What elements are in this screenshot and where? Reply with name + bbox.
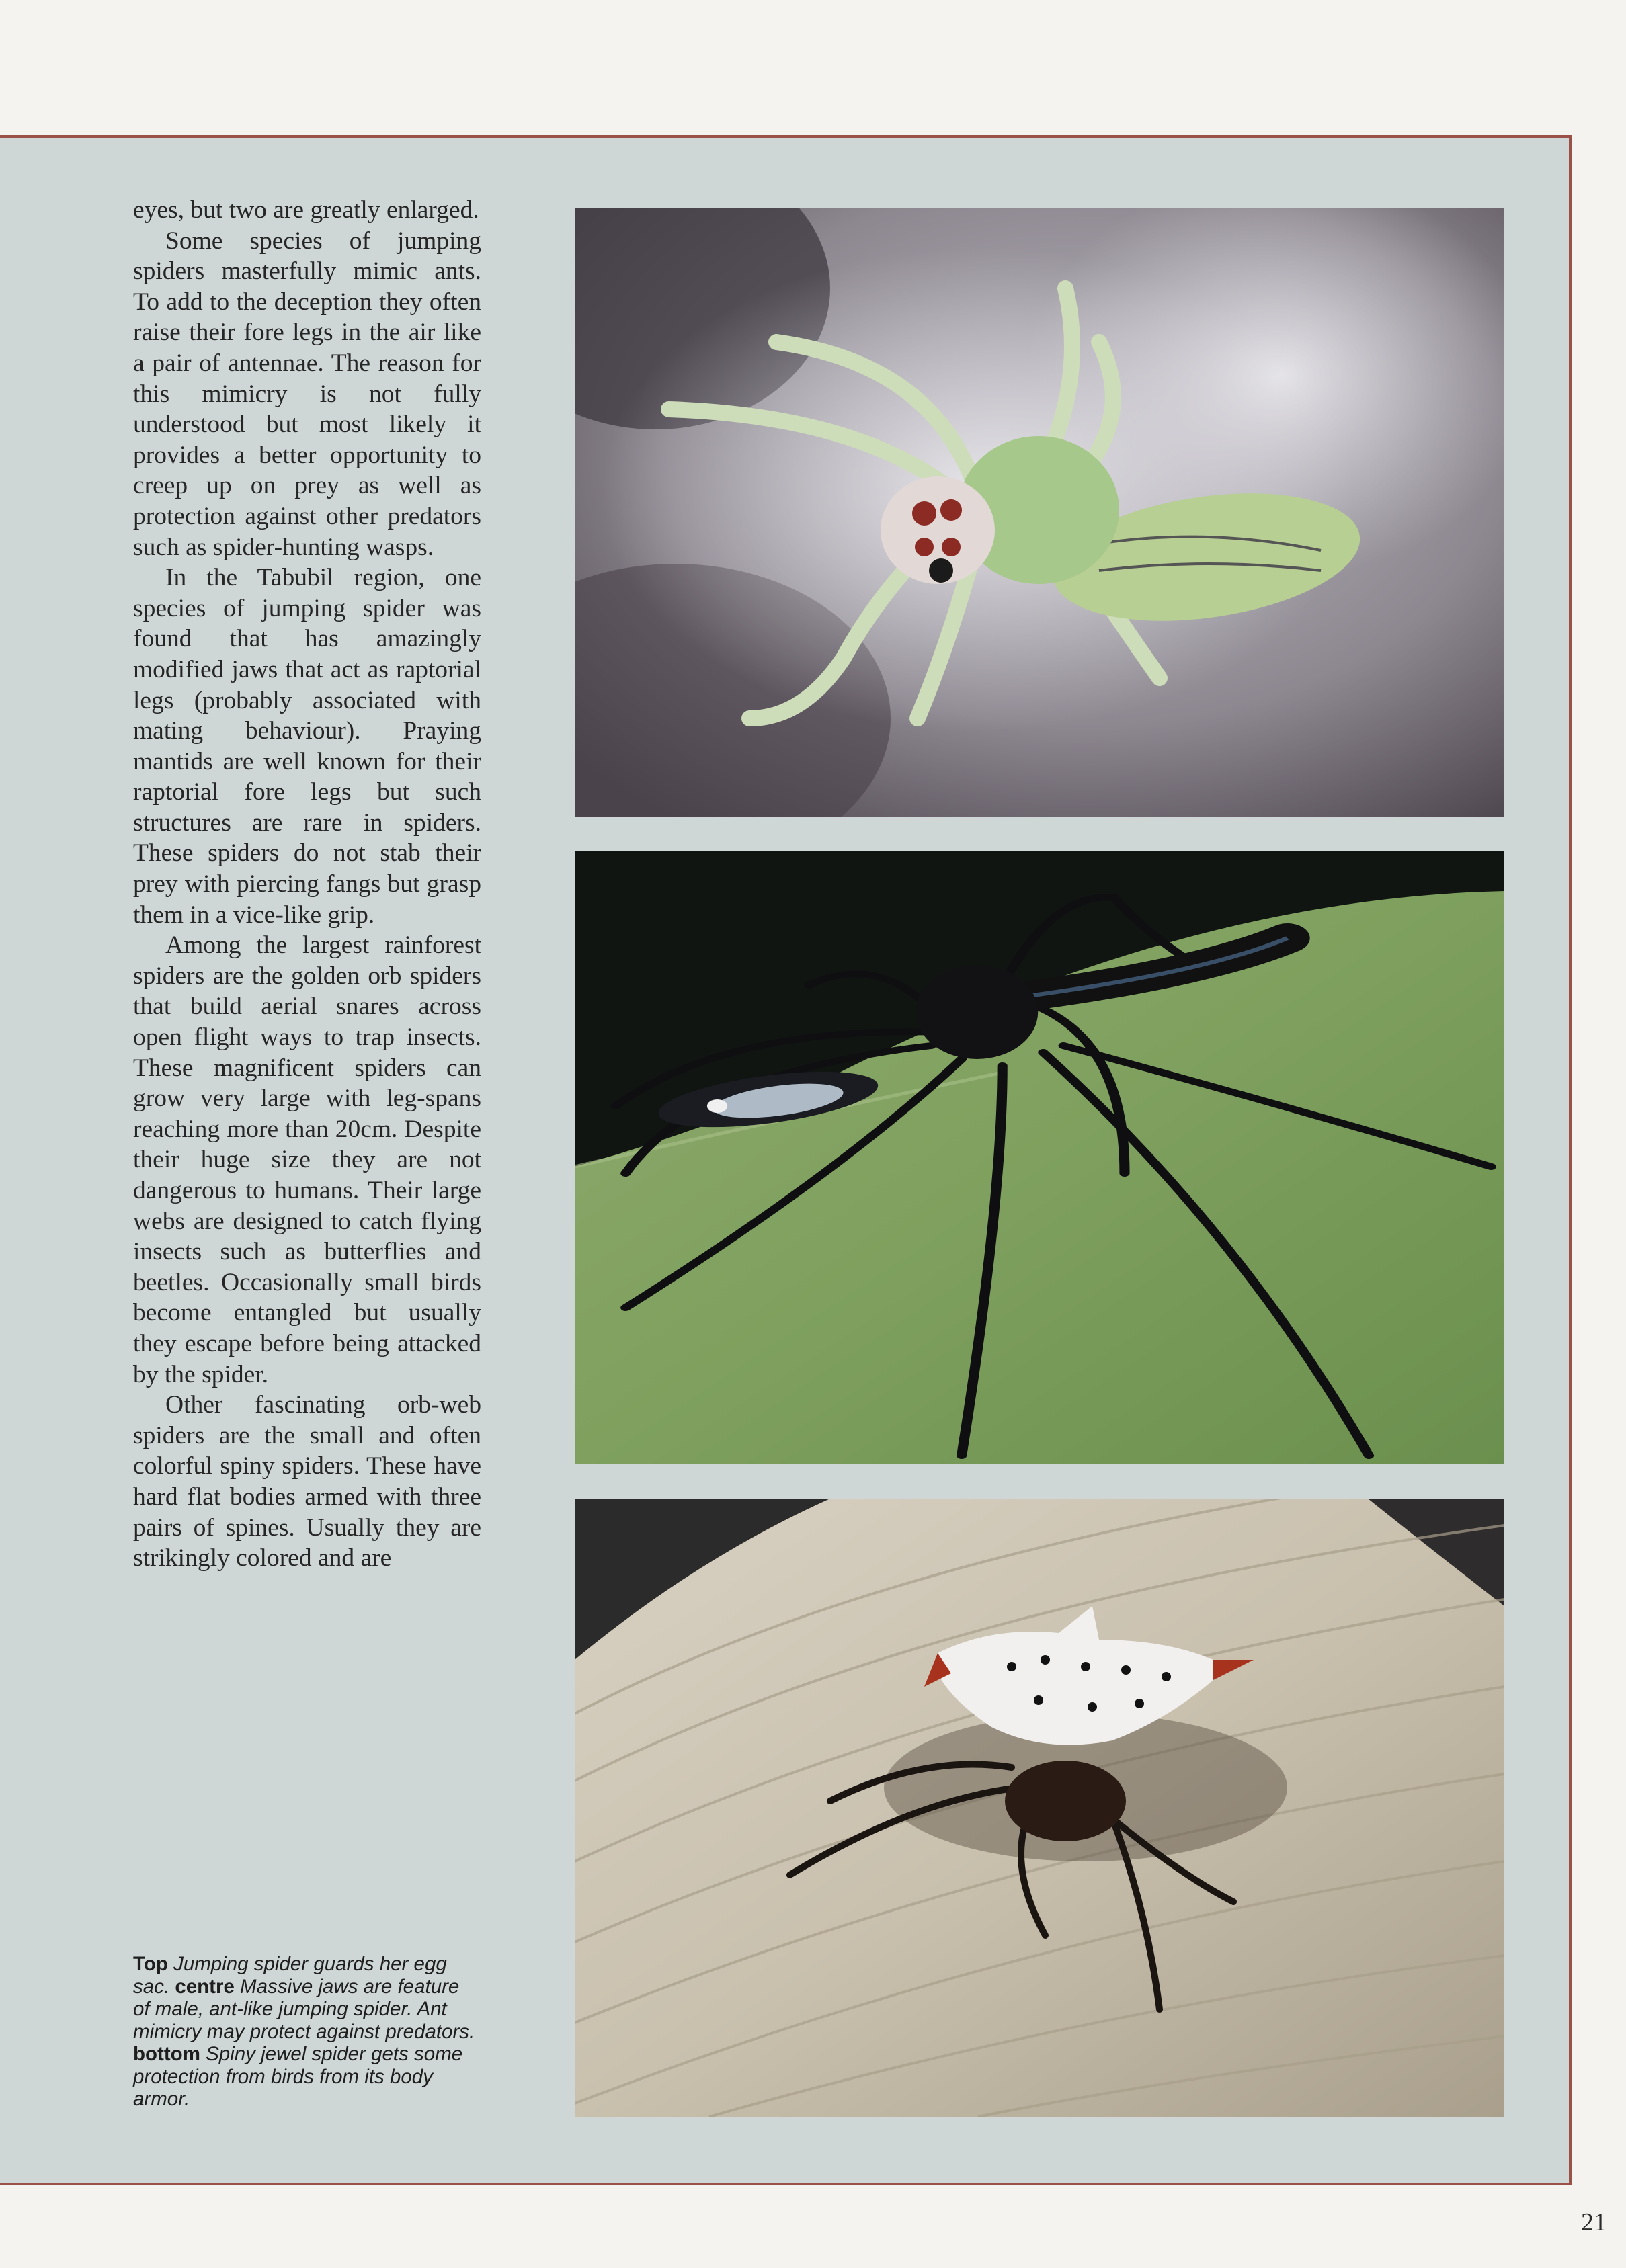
paragraph-5: Other fascinating orb-web spiders are the small and often colorful spiny spiders. These have hard flat bodies armed with three pairs of spines. Usually they are strikingly colored and are [133, 1391, 481, 1572]
caption-top-text: Jumping spider guards her egg sac. [133, 1953, 447, 1998]
paragraph-1: eyes, but two are greatly enlarged. [133, 196, 479, 224]
page-number: 21 [1581, 2208, 1607, 2236]
photo-jumping-spider [575, 208, 1504, 817]
caption-top-label: Top [133, 1953, 168, 1975]
paragraph-3: In the Tabubil region, one species of jumping spider was found that has amazingly modified jaws that act as raptorial legs (probably associated with mating behaviour). Praying mantids are well known for their raptorial fore legs but such structures are rare in spiders. These spiders do not stab their prey with piercing fangs but grasp them in a vice-like grip. [133, 564, 481, 929]
caption-bottom-text: Spiny jewel spider gets some protection from birds from its body armor. [133, 2043, 463, 2110]
photo-spiny-spider [575, 1499, 1504, 2117]
paragraph-4: Among the largest rainforest spiders are the golden orb spiders that build aerial snares across open flight ways to trap insects. These magnificent spiders can grow very large with leg-spans reaching more than 20cm. Despite their huge size they are not dangerous to humans. Their large webs are designed to catch flying insects such as butterflies and beetles. Occasionally small birds become entangled but usually they escape before being attacked by the spider. [133, 931, 481, 1388]
caption-centre-text: Massive jaws are feature of male, ant-like jumping spider. Ant mimicry may protect against predators. [133, 1975, 475, 2043]
article-body [133, 195, 481, 1574]
photo-caption [133, 1953, 476, 2111]
caption-centre-label: centre [175, 1975, 235, 1998]
photo-ant-mimic-spider [575, 851, 1504, 1464]
caption-bottom-label: bottom [133, 2043, 200, 2065]
paragraph-2: Some species of jumping spiders masterfully mimic ants. To add to the deception they often raise their fore legs in the air like a pair of antennae. The reason for this mimicry is not fully understood but most likely it provides a better opportunity to creep up on prey as well as protection against other predators such as spider-hunting wasps. [133, 226, 481, 561]
